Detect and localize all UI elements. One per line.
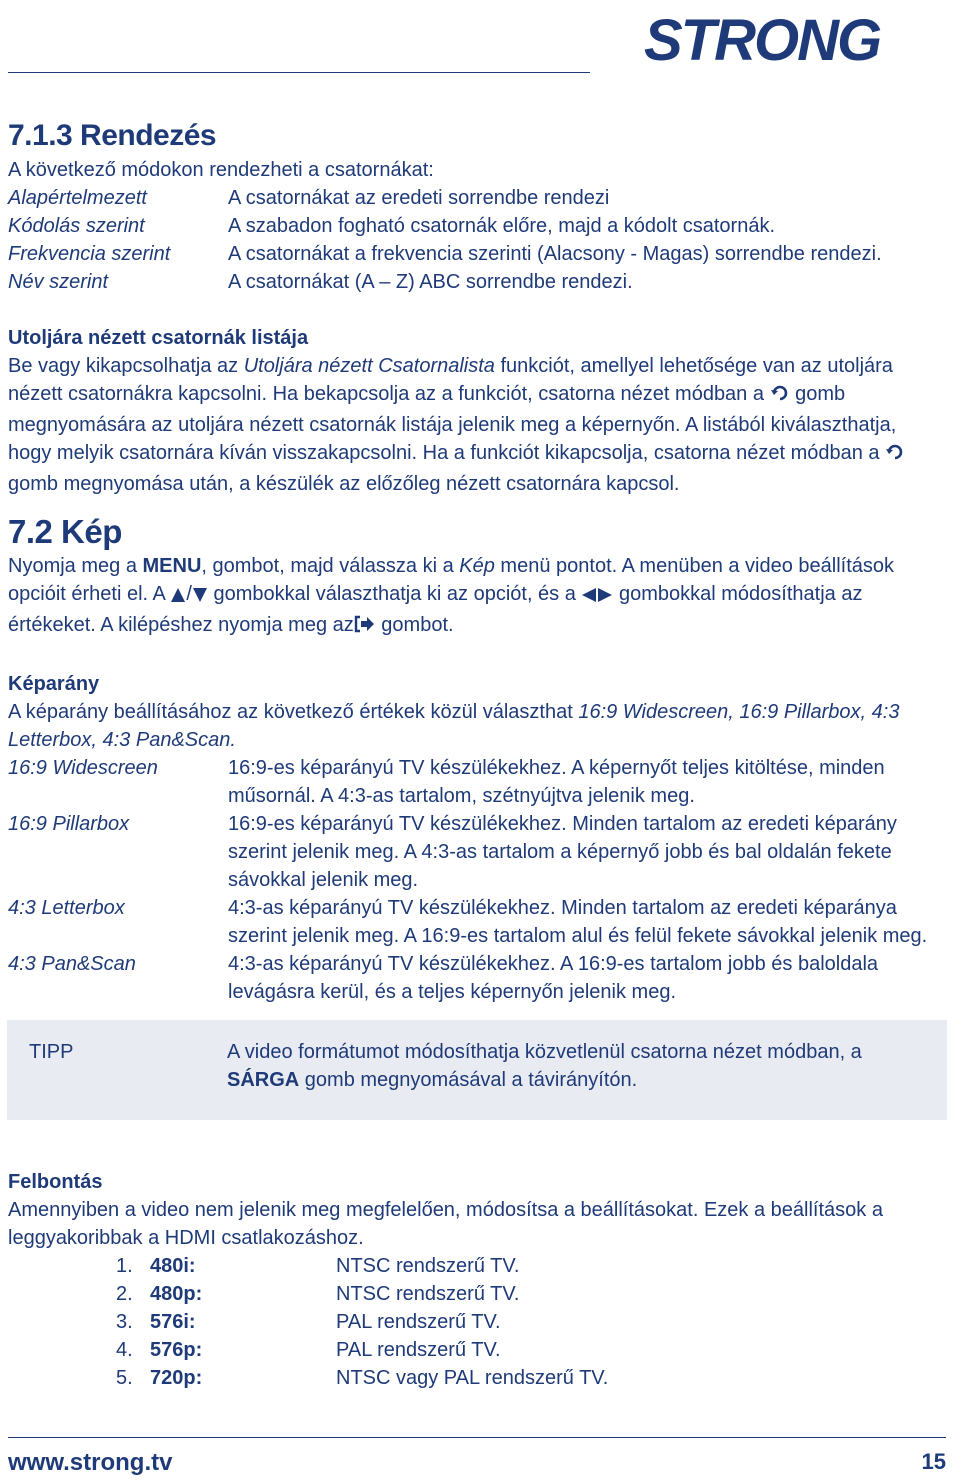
list-item: 4. 576p: PAL rendszerű TV.	[116, 1339, 501, 1361]
table-row	[8, 894, 938, 950]
row-desc: 4:3-as képarányú TV készülékekhez. A 16:9-es tartalom jobb és baloldala levágásra kerül, és a teljes képernyőn jelenik meg.	[228, 953, 879, 1003]
table-row	[8, 950, 938, 1006]
keparany-intro: A képarány beállításához az következő értékek közül választhat 16:9 Widescreen, 16:9 Pillarbox, 4:3 Letterbox, 4:3 Pan&Scan.	[8, 701, 900, 751]
row-term: 16:9 Pillarbox	[8, 813, 130, 835]
row-desc: A csatornákat az eredeti sorrendbe rendezi	[228, 187, 610, 209]
row-term: Kódolás szerint	[8, 215, 145, 237]
row-desc: A csatornákat a frekvencia szerinti (Alacsony - Magas) sorrendbe rendezi.	[228, 243, 882, 265]
right-arrow-icon	[597, 583, 613, 611]
subheading-keparany: Képarány	[8, 673, 100, 695]
row-term: 4:3 Pan&Scan	[8, 953, 136, 975]
tip-text: A video formátumot módosíthatja közvetlenül csatorna nézet módban, a SÁRGA gomb megnyomásával a távirányítón.	[227, 1041, 862, 1091]
tip-label: TIPP	[29, 1041, 74, 1063]
section-heading-kep: 7.2 Kép	[8, 513, 122, 550]
row-term: 16:9 Widescreen	[8, 757, 158, 779]
rendezes-intro: A következő módokon rendezheti a csatornákat:	[8, 159, 434, 181]
svg-text:STRONG: STRONG	[644, 8, 881, 70]
list-item: 2. 480p: NTSC rendszerű TV.	[116, 1283, 520, 1305]
table-row	[8, 212, 938, 240]
footer-website-link[interactable]: www.strong.tv	[8, 1449, 173, 1476]
kep-paragraph: Nyomja meg a MENU, gombot, majd válassza ki a Kép menü pontot. A menüben a video beállítások opcióit érheti el. A / gombokkal választhatja ki az opciót, és a gombokkal módosíthatja az értékeket. A kilépéshez nyomja meg az gombot.	[8, 552, 938, 642]
table-row	[8, 268, 938, 296]
keparany-table	[8, 754, 938, 1006]
list-item: 5. 720p: NTSC vagy PAL rendszerű TV.	[116, 1367, 609, 1389]
left-arrow-icon	[581, 583, 597, 611]
resolution-list	[8, 1252, 938, 1392]
tip-box	[7, 1020, 947, 1120]
subheading-utoljara: Utoljára nézett csatornák listája	[8, 327, 309, 349]
row-desc: 16:9-es képarányú TV készülékekhez. A képernyőt teljes kitöltése, minden műsornál. A 4:3-as tartalom, szétnyújtva jelenik meg.	[228, 757, 885, 807]
table-row	[8, 810, 938, 894]
recall-icon	[770, 383, 790, 411]
list-item: 1. 480i: NTSC rendszerű TV.	[116, 1255, 520, 1277]
table-row	[8, 240, 938, 268]
row-term: Név szerint	[8, 271, 109, 293]
row-term: Alapértelmezett	[8, 187, 147, 209]
page-number: 15	[921, 1449, 946, 1474]
list-item: 3. 576i: PAL rendszerű TV.	[116, 1311, 501, 1333]
row-desc: 4:3-as képarányú TV készülékekhez. Minden tartalom az eredeti képaránya szerint jelenik meg. A 16:9-es tartalom alul és felül fekete sávokkal jelenik meg.	[228, 897, 928, 947]
rendezes-table	[8, 184, 938, 296]
utoljara-paragraph: Be vagy kikapcsolhatja az Utoljára nézett Csatornalista funkciót, amellyel lehetősége van az utoljára nézett csatornákra kapcsolni. Ha bekapcsolja az a funkciót, csatorna nézet módban a gomb megnyomására az utoljára nézett csatornák listája jelenik meg a képernyőn. A listából kiválaszthatja, hogy melyik csatornára kíván visszakapcsolni. Ha a funkciót kikapcsolja, csatorna nézet módban a gomb megnyomása után, a készülék az előzőleg nézett csatornára kapcsol.	[8, 352, 938, 498]
page-content	[8, 116, 938, 1392]
strong-logo	[642, 8, 948, 70]
row-term: Frekvencia szerint	[8, 243, 171, 265]
row-desc: A csatornákat (A – Z) ABC sorrendbe rendezi.	[228, 271, 633, 293]
exit-icon	[354, 614, 376, 642]
table-row	[8, 184, 938, 212]
recall-icon	[885, 442, 905, 470]
row-desc: A szabadon fogható csatornák előre, majd a kódolt csatornák.	[228, 215, 776, 237]
section-heading-rendezes: 7.1.3 Rendezés	[8, 119, 217, 152]
table-row	[8, 754, 938, 810]
up-arrow-icon	[170, 583, 186, 611]
felbontas-intro: Amennyiben a video nem jelenik meg megfelelően, módosítsa a beállításokat. Ezek a beállítások a leggyakoribbak a HDMI csatlakozáshoz.	[8, 1199, 883, 1249]
subheading-felbontas: Felbontás	[8, 1171, 103, 1193]
row-desc: 16:9-es képarányú TV készülékekhez. Minden tartalom az eredeti képarány szerint jelenik meg. A 4:3-as tartalom a képernyő jobb és bal oldalán fekete sávokkal jelenik meg.	[228, 813, 897, 891]
row-term: 4:3 Letterbox	[8, 897, 125, 919]
header-rule	[8, 72, 590, 73]
down-arrow-icon	[192, 583, 208, 611]
footer-rule	[8, 1437, 946, 1438]
